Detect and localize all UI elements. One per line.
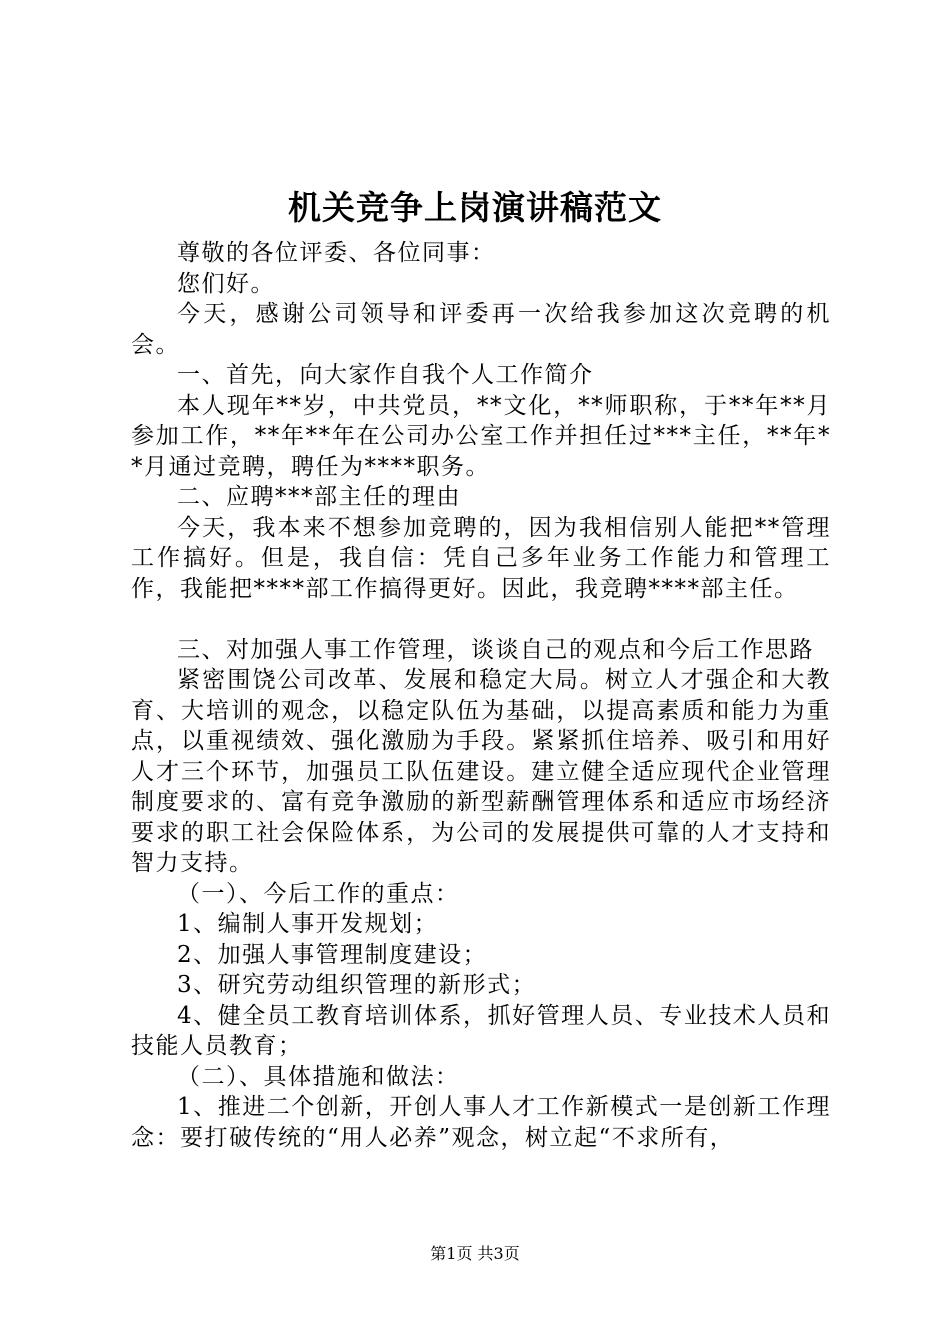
paragraph: 今天，我本来不想参加竞聘的，因为我相信别人能把**管理工作搞好。但是，我自信：凭自己多年业务工作能力和管理工作，我能把****部工作搞得更好。因此，我竞聘****部主任。 — [131, 514, 831, 602]
page-number: 第1页 共3页 — [430, 1244, 520, 1263]
greeting: 您们好。 — [177, 270, 275, 297]
salutation: 尊敬的各位评委、各位同事： — [177, 240, 496, 266]
list-item: 3、研究劳动组织管理的新形式； — [177, 972, 537, 998]
document-title: 机关竞争上岗演讲稿范文 — [288, 188, 662, 227]
subsection-heading-1: （一）、今后工作的重点： — [177, 880, 460, 907]
section-heading-3: 三、对加强人事工作管理，谈谈自己的观点和今后工作思路 — [177, 636, 814, 663]
blank-line — [131, 604, 831, 635]
paragraph: 本人现年**岁，中共党员，**文化，**师职称，于**年**月参加工作，**年**年在公司办公室工作并担任过***主任，**年**月通过竞聘，聘任为****职务。 — [131, 392, 831, 480]
list-item: 4、健全员工教育培训体系，抓好管理人员、专业技术人员和技能人员教育； — [131, 1002, 831, 1059]
subsection-heading-2: （二）、具体措施和做法： — [177, 1063, 460, 1090]
paragraph: 紧密围饶公司改革、发展和稳定大局。树立人才强企和大教育、大培训的观念，以稳定队伍为基础，以提高素质和能力为重点，以重视绩效、强化激励为手段。紧紧抓住培养、吸引和用好人才三个环节，加强员工队伍建设。建立健全适应现代企业管理制度要求的、富有竞争激励的新型薪酬管理体系和适应市场经济要求的职工社会保险体系，为公司的发展提供可靠的人才支持和智力支持。 — [131, 667, 831, 876]
section-heading-2: 二、应聘***部主任的理由 — [177, 484, 461, 510]
list-item: 2、加强人事管理制度建设； — [177, 941, 488, 968]
list-item: 1、编制人事开发规划； — [177, 911, 439, 937]
list-item: 1、推进二个创新，开创人事人才工作新模式一是创新工作理念：要打破传统的“用人必养”观念，树立起“不求所有， — [131, 1094, 831, 1151]
section-heading-1: 一、首先，向大家作自我个人工作简介 — [177, 362, 594, 388]
document-body — [131, 238, 831, 1153]
paragraph: 今天，感谢公司领导和评委再一次给我参加这次竞聘的机会。 — [131, 301, 831, 358]
